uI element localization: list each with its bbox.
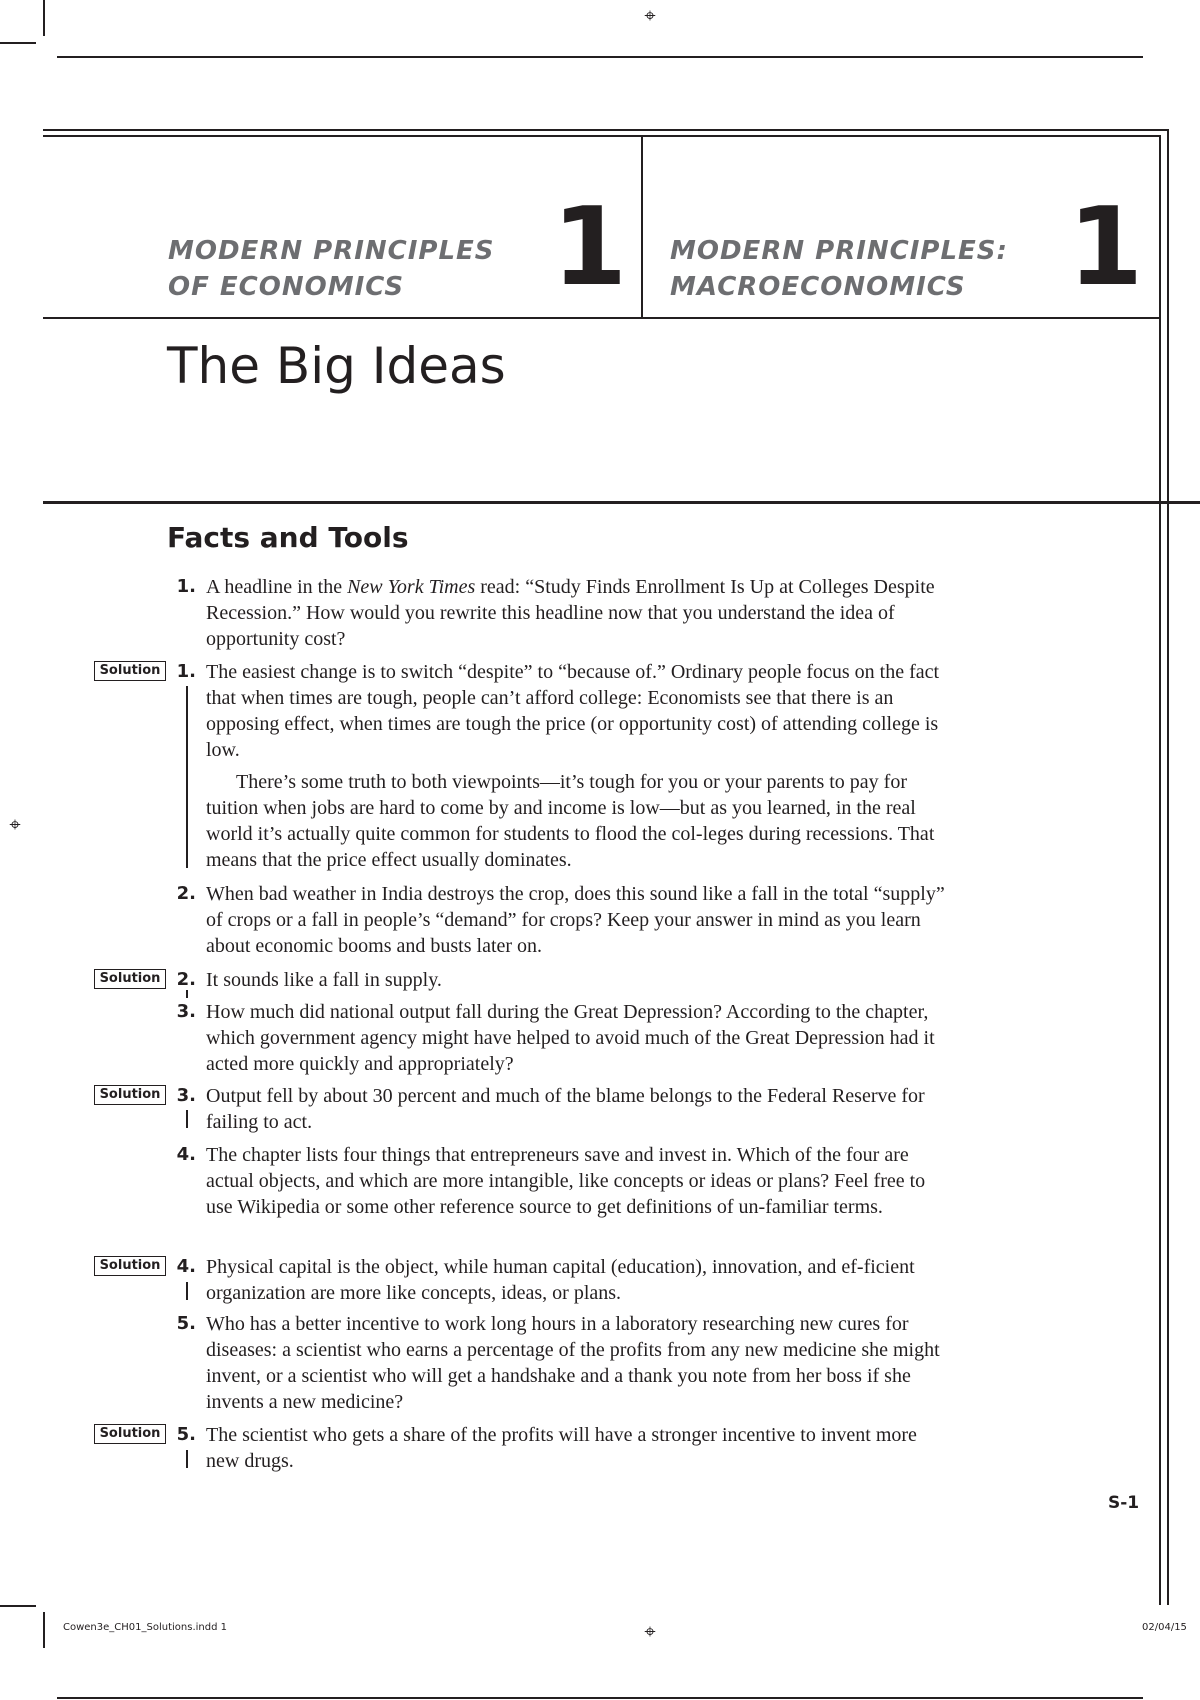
item-text: The scientist who gets a share of the profits will have a stronger incentive to invent more new drugs. xyxy=(206,1424,917,1472)
item-number: 5. xyxy=(176,1424,196,1445)
solution-rule xyxy=(186,1450,188,1468)
page-frame-right xyxy=(1159,135,1161,1605)
chapter-number-right: 1 xyxy=(1068,185,1144,310)
solution-badge: Solution xyxy=(94,661,166,681)
page-frame-right xyxy=(1167,129,1169,1605)
chapter-title: The Big Ideas xyxy=(167,337,506,395)
item-number: 2. xyxy=(176,969,196,990)
item-text: Output fell by about 30 percent and much of the blame belongs to the Federal Reserve for failing to act. xyxy=(206,1085,925,1133)
header-rule-top xyxy=(43,135,1160,137)
solution-rule xyxy=(186,1110,188,1128)
item-text: It sounds like a fall in supply. xyxy=(206,969,442,991)
slug-file: Cowen3e_CH01_Solutions.indd 1 xyxy=(63,1622,227,1633)
item-number: 2. xyxy=(176,883,196,904)
crop-mark xyxy=(0,42,36,44)
item-number: 1. xyxy=(176,661,196,682)
item-number: 4. xyxy=(176,1144,196,1165)
item-text: How much did national output fall during the Great Depression? According to the chapter, which government agency might have helped to avoid much of the Great Depression had it acted more quickly and appropriately? xyxy=(206,1001,935,1075)
solution-rule xyxy=(186,686,188,868)
header-rule-bottom xyxy=(43,317,1160,319)
registration-mark-icon: ⌖ xyxy=(644,3,656,27)
item-text: The easiest change is to switch “despite” to “because of.” Ordinary people focus on the fact that when times are tough, people can’t afford college: Economists see that there is an opposing effect, when times are tough the price (or opportunity cost) of attending college is low. There’s some truth to both viewpoints—it’s tough for you or your parents to pay for tuition when jobs are hard to come by and income is low—but as you learned, in the real world it’s actually quite common for students to flood the col-leges during recessions. That means that the price effect usually dominates. xyxy=(206,661,940,871)
trim-line-bottom xyxy=(57,1697,1143,1699)
item-text: A headline in the New York Times read: “Study Finds Enrollment Is Up at Colleges Despite Recession.” How would you rewrite this headline now that you understand the idea of opportunity cost? xyxy=(206,576,935,650)
item-text: Physical capital is the object, while human capital (education), innovation, and ef-ficient organization are more like concepts, ideas, or plans. xyxy=(206,1256,915,1304)
registration-mark-icon: ⌖ xyxy=(644,1619,656,1643)
crop-mark xyxy=(43,0,45,36)
item-number: 3. xyxy=(176,1085,196,1106)
trim-line-top xyxy=(57,56,1143,58)
item-number: 1. xyxy=(176,576,196,597)
item-text: When bad weather in India destroys the crop, does this sound like a fall in the total “supply” of crops or a fall in people’s “demand” for crops? Keep your answer in mind as you learn about economic booms and busts later on. xyxy=(206,883,945,957)
header-rule-top xyxy=(43,129,1168,131)
registration-mark-icon: ⌖ xyxy=(9,812,21,836)
solution-badge: Solution xyxy=(94,1424,166,1444)
section-title: Facts and Tools xyxy=(167,521,409,554)
chapter-number-left: 1 xyxy=(552,185,628,310)
solution-badge: Solution xyxy=(94,1256,166,1276)
page-folio: S-1 xyxy=(1108,1493,1140,1513)
header-divider xyxy=(641,135,643,318)
title-rule xyxy=(43,501,1200,504)
series-title-left: MODERN PRINCIPLES OF ECONOMICS xyxy=(168,236,495,302)
item-number: 5. xyxy=(176,1313,196,1334)
crop-mark xyxy=(0,1605,36,1607)
solution-rule xyxy=(186,1282,188,1300)
item-number: 3. xyxy=(176,1001,196,1022)
slug-date: 02/04/15 xyxy=(1142,1622,1187,1633)
crop-mark xyxy=(43,1612,45,1648)
solution-badge: Solution xyxy=(94,969,166,989)
item-text: The chapter lists four things that entrepreneurs save and invest in. Which of the four are actual objects, and which are more intangible, like concepts or ideas or plans? Feel free to use Wikipedia or some other reference source to get definitions of un-familiar terms. xyxy=(206,1144,926,1218)
solution-badge: Solution xyxy=(94,1085,166,1105)
item-text: Who has a better incentive to work long hours in a laboratory researching new cures for diseases: a scientist who earns a percentage of the profits from any new medicine she might invent, or a scientist who will get a handshake and a thank you note from her boss if she invents a new medicine? xyxy=(206,1313,940,1413)
item-number: 4. xyxy=(176,1256,196,1277)
series-title-right: MODERN PRINCIPLES: MACROECONOMICS xyxy=(670,236,1008,302)
